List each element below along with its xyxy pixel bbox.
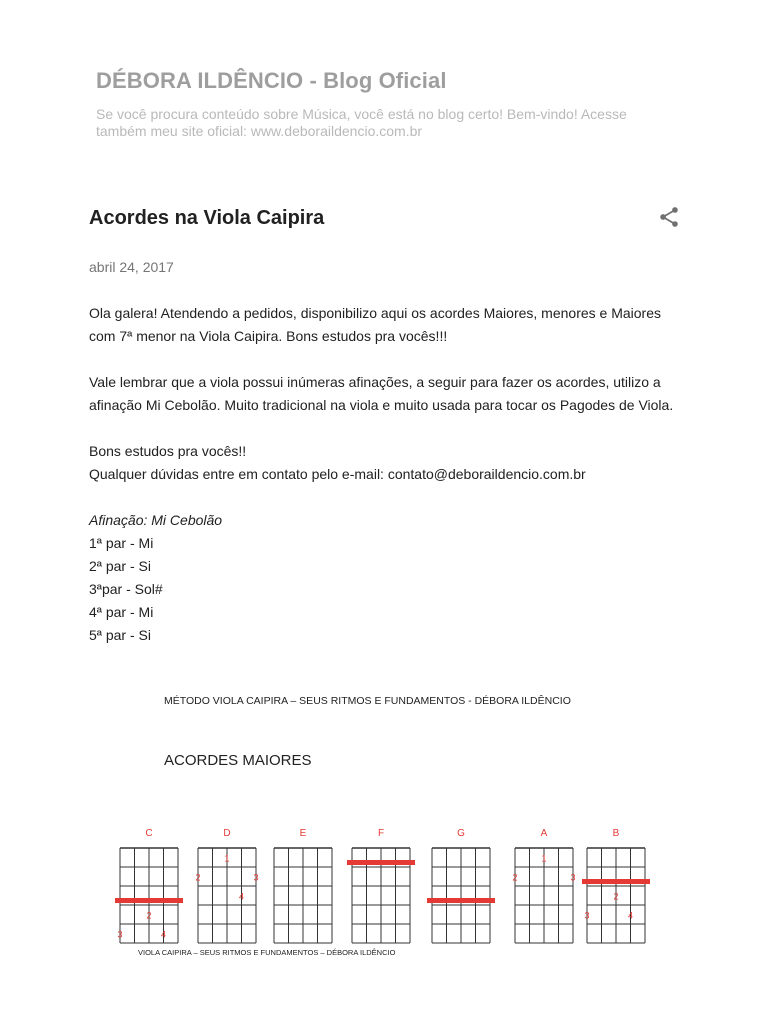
barre-mark	[427, 898, 495, 903]
chord-name: A	[540, 828, 548, 839]
chord-diagram-g	[427, 828, 495, 943]
finger-number: 1	[224, 853, 230, 864]
chord-name: B	[612, 828, 620, 839]
chord-diagram-a	[512, 828, 575, 943]
finger-number: 4	[160, 929, 167, 940]
chord-name: G	[457, 828, 465, 839]
share-button[interactable]	[656, 204, 682, 230]
post-paragraph: Ola galera! Atendendo a pedidos, disponibilizo aqui os acordes Maiores, menores e Maiores com 7ª menor na Viola Caipira. Bons estudos pra vocês!!!	[89, 305, 662, 344]
tuning-title: Afinação: Mi Cebolão	[89, 512, 223, 528]
chord-diagram-e	[274, 828, 332, 943]
barre-mark	[115, 898, 183, 903]
chord-diagram-b	[582, 828, 650, 943]
finger-number: 2	[195, 872, 201, 883]
tuning-pair: 3ªpar - Sol#	[89, 581, 163, 597]
finger-number: 4	[627, 910, 634, 921]
post-body	[89, 302, 681, 647]
chord-diagram-f	[347, 828, 415, 943]
share-icon	[656, 204, 682, 230]
barre-mark	[347, 860, 415, 865]
blog-header	[96, 68, 676, 140]
tuning-pair: 4ª par - Mi	[89, 604, 154, 620]
finger-number: 3	[117, 929, 123, 940]
blog-description: Se você procura conteúdo sobre Música, você está no blog certo! Bem-vindo! Acesse também meu site oficial: www.deboraildencio.com.br	[96, 106, 627, 139]
barre-mark	[582, 879, 650, 884]
blog-post	[89, 204, 681, 647]
post-contact-line: Qualquer dúvidas entre em contato pelo e-mail: contato@deboraildencio.com.br	[89, 466, 586, 482]
finger-number: 4	[238, 891, 245, 902]
chord-name: F	[377, 828, 385, 839]
finger-number: 2	[146, 910, 152, 921]
post-line: Bons estudos pra vocês!!	[89, 443, 247, 459]
chord-chart-image[interactable]	[114, 686, 654, 966]
finger-number: 3	[253, 872, 259, 883]
image-header-text: MÉTODO VIOLA CAIPIRA – SEUS RITMOS E FUNDAMENTOS - DÉBORA ILDÊNCIO	[164, 695, 571, 707]
tuning-pair: 5ª par - Si	[89, 627, 151, 643]
chord-name: D	[223, 828, 231, 839]
post-date[interactable]: abril 24, 2017	[89, 259, 174, 275]
finger-number: 3	[584, 910, 590, 921]
section-title: ACORDES MAIORES	[164, 752, 312, 769]
chord-diagrams	[115, 828, 650, 943]
image-footer-text: VIOLA CAIPIRA – SEUS RITMOS E FUNDAMENTOS – DÉBORA ILDÊNCIO	[138, 948, 396, 957]
post-title[interactable]: Acordes na Viola Caipira	[89, 207, 325, 229]
chord-diagram-d	[195, 828, 258, 943]
finger-number: 2	[613, 891, 619, 902]
tuning-pair: 1ª par - Mi	[89, 535, 154, 551]
blog-title[interactable]: DÉBORA ILDÊNCIO - Blog Oficial	[96, 68, 447, 93]
post-paragraph: Vale lembrar que a viola possui inúmeras afinações, a seguir para fazer os acordes, utilizo a afinação Mi Cebolão. Muito tradicional na viola e muito usada para tocar os Pagodes de Viola.	[89, 374, 674, 413]
finger-number: 3	[570, 872, 576, 883]
chord-name: E	[299, 828, 307, 839]
chord-diagram-c	[115, 828, 183, 943]
finger-number: 2	[512, 872, 518, 883]
finger-number: 1	[541, 853, 547, 864]
tuning-pair: 2ª par - Si	[89, 558, 151, 574]
chord-name: C	[145, 828, 153, 839]
